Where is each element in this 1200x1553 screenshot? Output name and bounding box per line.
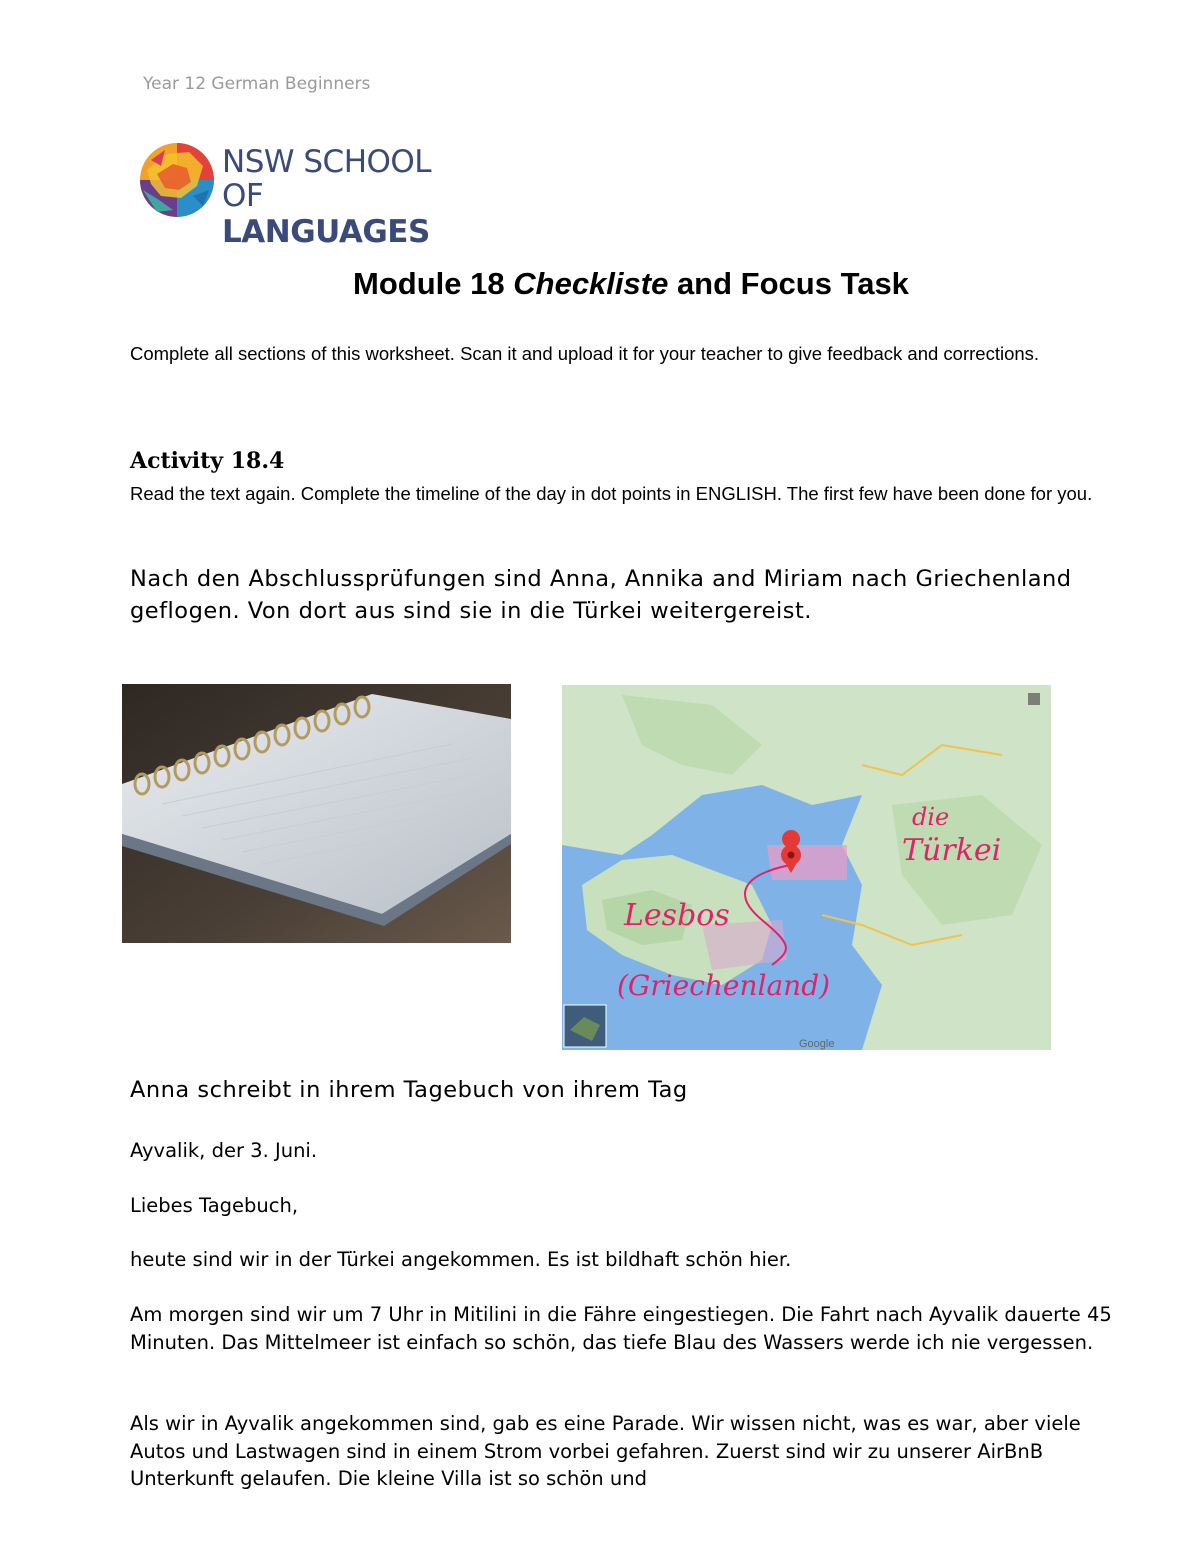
diary-paragraph-1: heute sind wir in der Türkei angekommen. Es ist bildhaft schön hier. — [130, 1248, 792, 1271]
intro-instructions: Complete all sections of this worksheet. Scan it and upload it for your teacher to give feedback and corrections. — [130, 343, 1040, 364]
lead-paragraph: Nach den Abschlussprüfungen sind Anna, Annika and Miriam nach Griechenland geflogen. Von dort aus sind sie in die Türkei weitergereist. — [130, 566, 1072, 624]
map-label-turkey-line2: Türkei — [902, 833, 1002, 868]
notebook-photo — [122, 684, 511, 943]
diary-place-date: Ayvalik, der 3. Juni. — [130, 1139, 318, 1162]
map-label-turkey-line1: die — [912, 803, 950, 831]
map-lesbos-turkey — [562, 685, 1051, 1050]
map-label-lesbos: Lesbos — [624, 898, 730, 933]
map-credit: Google — [799, 1038, 835, 1050]
logo-text-line2: OF LANGUAGES — [222, 178, 430, 250]
logo-globe-icon — [137, 140, 217, 220]
map-label-greece: (Griechenland) — [617, 969, 831, 1002]
activity-instruction: Read the text again. Complete the timeline of the day in dot points in ENGLISH. The first few have been done for you. — [130, 483, 1093, 504]
activity-label: Activity 18.4 — [130, 448, 285, 474]
diary-paragraph-2: Am morgen sind wir um 7 Uhr in Mitilini in die Fähre eingestiegen. Die Fahrt nach Ayvalik dauerte 45 Minuten. Das Mittelmeer ist einfach so schön, das tiefe Blau des Wassers werde ich nie vergessen. — [130, 1303, 1112, 1354]
running-header: Year 12 German Beginners — [143, 74, 371, 94]
page-title: Module 18 Checkliste and Focus Task — [353, 266, 909, 301]
logo-text-line1: NSW SCHOOL — [222, 144, 432, 180]
diary-salutation: Liebes Tagebuch, — [130, 1194, 299, 1217]
nsw-school-of-languages-logo — [137, 138, 467, 250]
diary-heading: Anna schreibt in ihrem Tagebuch von ihrem Tag — [130, 1077, 688, 1103]
diary-paragraph-3: Als wir in Ayvalik angekommen sind, gab es eine Parade. Wir wissen nicht, was es war, aber viele Autos und Lastwagen sind in einem Strom vorbei gefahren. Zuerst sind wir zu unserer AirBnB Unterkunft gelaufen. Die kleine Villa ist so schön und — [130, 1412, 1081, 1490]
